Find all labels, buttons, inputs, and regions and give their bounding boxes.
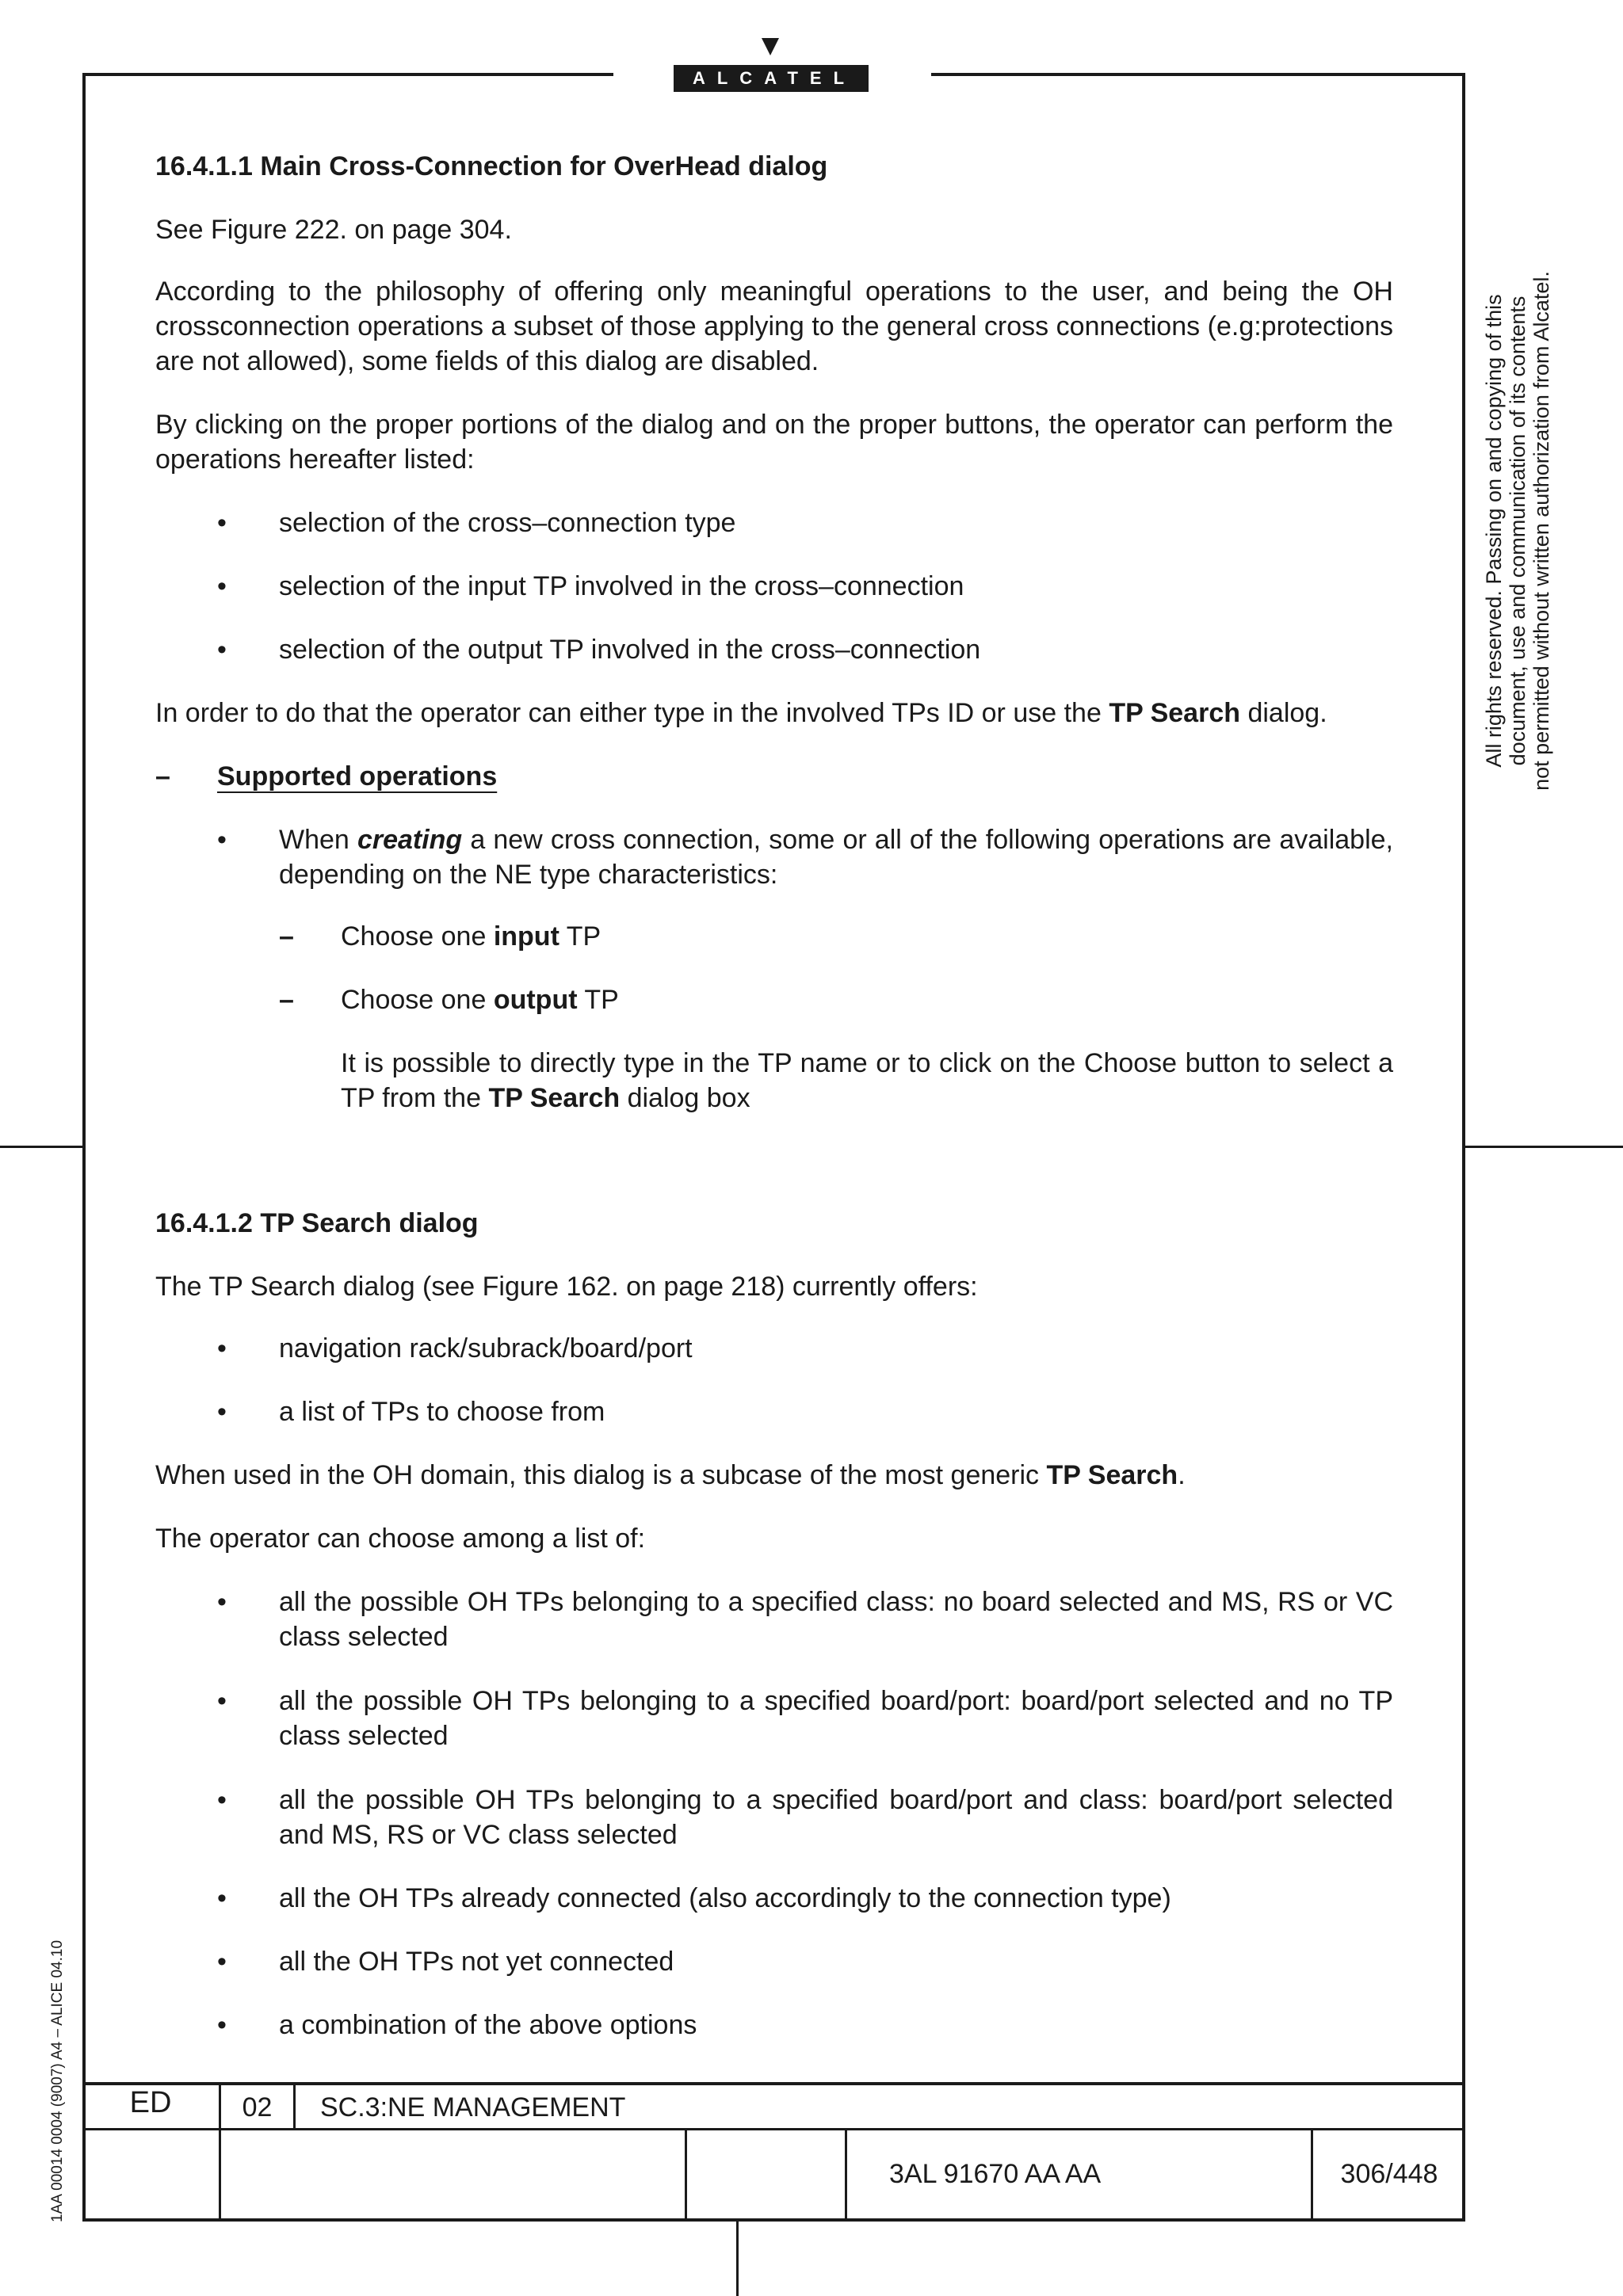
note-paragraph (155, 1046, 1393, 1117)
frame-top-right-border (931, 73, 1465, 76)
footer-page-number: 306/448 (1340, 2159, 1438, 2189)
fold-mark-right (1465, 1146, 1623, 1148)
bold-text-run: TP Search (1109, 698, 1240, 728)
bold-text-run: input (493, 921, 559, 952)
list-item (155, 1783, 1393, 1854)
footer-divider (293, 2082, 296, 2130)
text-run: It is possible to directly type in the TP name or to click on the Choose button to select a TP from the (341, 1048, 1393, 1113)
list-item-text: selection of the input TP involved in the cross–connection (279, 571, 964, 601)
bullet-icon: • (217, 825, 227, 855)
copyright-notice (1482, 261, 1553, 800)
bullet-icon: • (217, 508, 227, 538)
text-run: When (279, 825, 357, 855)
text-run: Choose one (341, 985, 494, 1015)
list-item (155, 1881, 1393, 1916)
list-item (155, 1394, 1393, 1429)
list-item (155, 1585, 1393, 1656)
text-run: In order to do that the operator can either type in the involved TPs ID or use the (155, 698, 1109, 728)
list-item-text: all the OH TPs already connected (also accordingly to the connection type) (279, 1883, 1171, 1913)
bullet-icon: • (217, 1587, 227, 1617)
paragraph: According to the philosophy of offering only meaningful operations to the user, and being the OH crossconnection operations a subset of those applying to the general cross connections (e.g:protections are not allowed), some fields of this dialog are disabled. (155, 277, 1393, 376)
paragraph: By clicking on the proper portions of the dialog and on the proper buttons, the operator can perform the operations hereafter listed: (155, 410, 1393, 475)
bullet-icon: • (217, 1686, 227, 1716)
text-run: TP (559, 921, 601, 952)
bold-text-run: TP Search (1046, 1460, 1178, 1490)
bullet-icon: • (217, 1785, 227, 1815)
form-code: 1AA 00014 0004 (9007) A4 – ALICE 04.10 (49, 1939, 66, 2222)
list-item-text: all the possible OH TPs belonging to a specified board/port and class: board/port selected and MS, RS or VC class selected (279, 1785, 1393, 1850)
list-item-text: navigation rack/subrack/board/port (279, 1333, 693, 1363)
bullet-icon: • (217, 571, 227, 601)
paragraph: The TP Search dialog (see Figure 162. on page 218) currently offers: (155, 1272, 978, 1302)
section-heading: 16.4.1.2 TP Search dialog (155, 1208, 479, 1238)
text-run: dialog. (1240, 698, 1327, 728)
dash-marker: – (155, 761, 170, 791)
dash-marker: – (279, 921, 294, 952)
footer-rule-top (82, 2082, 1465, 2085)
text-run: TP (577, 985, 619, 1015)
list-item (155, 505, 1393, 540)
text-run: When used in the OH domain, this dialog is a subcase of the most generic (155, 1460, 1047, 1490)
paragraph (155, 696, 1393, 730)
fold-mark-bottom (736, 2222, 739, 2296)
bullet-icon: • (217, 1883, 227, 1913)
footer-rule-middle (82, 2128, 1465, 2130)
list-item (155, 1944, 1393, 1979)
list-item (155, 2008, 1393, 2042)
list-item-text: selection of the cross–connection type (279, 508, 736, 538)
list-item-text: all the possible OH TPs belonging to a specified board/port: board/port selected and no TP class selected (279, 1686, 1393, 1751)
list-item-text (279, 822, 1393, 892)
copyright-line: document, use and communication of its contents (1506, 296, 1529, 766)
list-item-text: a list of TPs to choose from (279, 1397, 605, 1427)
sub-list-item (155, 982, 1393, 1017)
text-run: Choose one (341, 921, 494, 952)
footer-table (82, 2082, 1465, 2222)
footer-ed-value: 02 (242, 2092, 273, 2122)
text-run: . (1178, 1460, 1186, 1490)
bullet-icon: • (217, 2010, 227, 2040)
footer-divider (845, 2128, 847, 2222)
list-item (155, 569, 1393, 604)
list-item-text: selection of the output TP involved in the cross–connection (279, 635, 981, 665)
list-item-text: all the possible OH TPs belonging to a specified class: no board selected and MS, RS or VC class selected (279, 1587, 1393, 1652)
frame-left-border (82, 73, 86, 2222)
list-item-text: all the OH TPs not yet connected (279, 1947, 674, 1977)
subheading-text: Supported operations (217, 761, 498, 791)
sub-list-item-text (341, 919, 1393, 954)
footer-doc-code: 3AL 91670 AA AA (889, 2159, 1102, 2189)
dash-marker: – (279, 985, 294, 1015)
bold-italic-text-run: creating (357, 825, 463, 855)
list-item (155, 632, 1393, 667)
bullet-icon: • (217, 635, 227, 665)
frame-top-left-border (82, 73, 613, 76)
footer-chapter: SC.3:NE MANAGEMENT (320, 2092, 626, 2122)
footer-divider (685, 2128, 687, 2222)
list-item (155, 1331, 1393, 1366)
footer-rule-bottom (82, 2218, 1465, 2222)
list-item (155, 822, 1393, 894)
bold-text-run: output (493, 985, 578, 1015)
paragraph: See Figure 222. on page 304. (155, 215, 512, 245)
list-item-text: a combination of the above options (279, 2010, 697, 2040)
copyright-line: not permitted without written authorization from Alcatel. (1529, 271, 1553, 791)
copyright-line: All rights reserved. Passing on and copying of this (1482, 294, 1506, 768)
alcatel-logo (674, 38, 869, 93)
bullet-icon: • (217, 1947, 227, 1977)
paragraph (155, 1458, 1393, 1493)
sub-list-item (155, 919, 1393, 954)
text-run: dialog box (620, 1083, 750, 1113)
list-item (155, 1684, 1393, 1755)
sub-list-item-text (341, 982, 1393, 1017)
section-heading: 16.4.1.1 Main Cross-Connection for OverHead dialog (155, 151, 828, 181)
note-text (341, 1046, 1393, 1116)
footer-ed-label: ED (129, 2086, 172, 2119)
logo-triangle-icon (762, 38, 779, 55)
fold-mark-left (0, 1146, 82, 1148)
supported-operations-heading (155, 759, 1393, 794)
text-run: a new cross connection, some or all of the following operations are available, depending on the NE type characteristics: (279, 825, 1394, 890)
bullet-icon: • (217, 1397, 227, 1427)
bullet-icon: • (217, 1333, 227, 1363)
paragraph: The operator can choose among a list of: (155, 1524, 646, 1554)
logo-wordmark: ALCATEL (674, 65, 869, 92)
bold-text-run: TP Search (488, 1083, 621, 1113)
